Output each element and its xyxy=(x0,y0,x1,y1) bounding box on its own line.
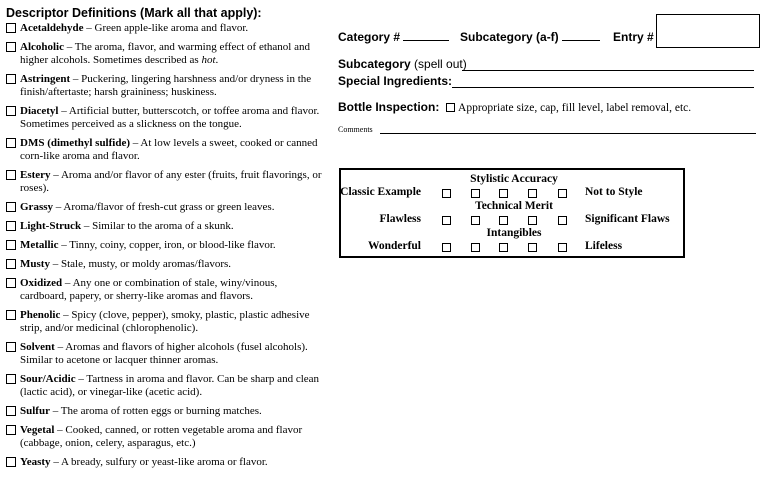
scoring-checkbox[interactable] xyxy=(442,189,451,198)
descriptor-item xyxy=(6,309,324,335)
descriptor-definition: – Aromas and flavors of higher alcohols (fusel alcohols). Similar to acetone or lacquer thinner aromas. xyxy=(20,341,308,366)
category-input[interactable] xyxy=(403,30,449,41)
comments-label: Comments xyxy=(338,125,373,134)
special-ingredients-input[interactable] xyxy=(452,87,754,88)
subcategory-spell-hint: (spell out) xyxy=(414,57,467,71)
descriptor-definition: – The aroma of rotten eggs or burning matches. xyxy=(49,405,262,417)
scoring-checkbox[interactable] xyxy=(528,243,537,252)
descriptor-definition: – Similar to the aroma of a skunk. xyxy=(81,220,234,232)
descriptor-definition: – Green apple-like aroma and flavor. xyxy=(83,22,249,34)
bottle-inspection-text: Appropriate size, cap, fill level, label removal, etc. xyxy=(458,102,692,114)
descriptor-text xyxy=(20,41,324,67)
entry-number-box[interactable] xyxy=(656,14,760,48)
descriptor-text xyxy=(20,220,234,233)
descriptor-text xyxy=(20,22,248,35)
scoring-checkbox[interactable] xyxy=(558,216,567,225)
bottle-inspection-label: Bottle Inspection: xyxy=(338,100,440,114)
descriptor-checkbox[interactable] xyxy=(6,74,16,84)
descriptor-term: Solvent xyxy=(20,341,55,353)
scoring-checkbox[interactable] xyxy=(558,189,567,198)
descriptor-text xyxy=(20,341,324,367)
descriptor-item xyxy=(6,73,324,99)
descriptor-checkbox[interactable] xyxy=(6,342,16,352)
descriptor-term: Alcoholic xyxy=(20,41,64,53)
descriptor-definition: – Artificial butter, butterscotch, or toffee aroma and flavor. Sometimes perceived as a slickness on the tongue. xyxy=(20,105,320,130)
descriptor-text xyxy=(20,277,324,303)
descriptor-text xyxy=(20,456,268,469)
descriptor-definition: – Puckering, lingering harshness and/or dryness in the finish/aftertaste; harsh graininess; huskiness. xyxy=(20,73,312,98)
descriptor-checkbox[interactable] xyxy=(6,425,16,435)
descriptor-text xyxy=(20,201,274,214)
scoring-checkbox[interactable] xyxy=(471,243,480,252)
descriptor-heading: Descriptor Definitions (Mark all that apply): xyxy=(6,6,262,20)
descriptor-checkbox[interactable] xyxy=(6,240,16,250)
descriptor-list xyxy=(6,22,324,469)
descriptor-definition: – Aroma and/or flavor of any ester (fruits, fruit flavorings, or roses). xyxy=(20,169,322,194)
scoring-right-label: Lifeless xyxy=(585,240,623,252)
descriptor-term: Astringent xyxy=(20,73,71,85)
descriptor-item xyxy=(6,220,324,233)
descriptor-text xyxy=(20,405,262,418)
scoring-checkbox[interactable] xyxy=(528,189,537,198)
descriptor-term: Oxidized xyxy=(20,277,63,289)
descriptor-item xyxy=(6,341,324,367)
descriptor-item xyxy=(6,373,324,399)
descriptor-item xyxy=(6,239,324,252)
descriptor-term: Phenolic xyxy=(20,309,61,321)
descriptor-definition: – At low levels a sweet, cooked or canned corn-like aroma and flavor. xyxy=(20,137,318,162)
scoring-checkbox[interactable] xyxy=(499,216,508,225)
descriptor-item xyxy=(6,405,324,418)
scoring-checkbox[interactable] xyxy=(442,243,451,252)
bottle-inspection xyxy=(338,100,691,114)
descriptor-term: Musty xyxy=(20,258,50,270)
subcategory-input[interactable] xyxy=(562,30,600,41)
descriptor-term: Diacetyl xyxy=(20,105,59,117)
descriptor-definition: – Tartness in aroma and flavor. Can be sharp and clean (lactic acid), or vinegar-like (acetic acid). xyxy=(20,373,320,398)
descriptor-checkbox[interactable] xyxy=(6,221,16,231)
descriptor-definition: – Spicy (clove, pepper), smoky, plastic, plastic adhesive strip, and/or medicinal (chlorophenolic). xyxy=(20,309,310,334)
scoring-checkbox[interactable] xyxy=(499,189,508,198)
descriptor-term: Sulfur xyxy=(20,405,50,417)
scoring-left-label: Classic Example xyxy=(340,186,421,198)
descriptor-text xyxy=(20,169,324,195)
scoring-checkbox[interactable] xyxy=(558,243,567,252)
descriptor-checkbox[interactable] xyxy=(6,457,16,467)
descriptor-item xyxy=(6,456,324,469)
descriptor-term: Grassy xyxy=(20,201,53,213)
category-label: Category # xyxy=(338,30,401,44)
descriptor-text xyxy=(20,137,324,163)
subcategory-label: Subcategory (a-f) xyxy=(460,30,559,44)
comments-input[interactable] xyxy=(380,133,756,134)
scoring-left-label: Wonderful xyxy=(367,240,421,252)
descriptor-item xyxy=(6,169,324,195)
descriptor-text xyxy=(20,258,231,271)
scoring-right-label: Significant Flaws xyxy=(585,213,670,225)
descriptor-term: Sour/Acidic xyxy=(20,373,76,385)
descriptor-definition: – A bready, sulfury or yeast-like aroma or flavor. xyxy=(50,456,268,468)
descriptor-checkbox[interactable] xyxy=(6,170,16,180)
subcategory-spell-input[interactable] xyxy=(462,70,754,71)
entry-label: Entry # xyxy=(613,30,654,44)
descriptor-checkbox[interactable] xyxy=(6,374,16,384)
scoring-checkbox[interactable] xyxy=(499,243,508,252)
descriptor-definition: – Tinny, coiny, copper, iron, or blood-like flavor. xyxy=(58,239,276,251)
descriptor-section xyxy=(6,6,324,475)
descriptor-item xyxy=(6,277,324,303)
scoring-header: Technical Merit xyxy=(475,200,553,212)
scoring-header: Stylistic Accuracy xyxy=(470,173,558,185)
descriptor-item xyxy=(6,22,324,35)
descriptor-definition: – Stale, musty, or moldy aromas/flavors. xyxy=(49,258,232,270)
descriptor-term: Light-Struck xyxy=(20,220,82,232)
descriptor-term: DMS (dimethyl sulfide) xyxy=(20,137,130,149)
descriptor-checkbox[interactable] xyxy=(6,202,16,212)
descriptor-checkbox[interactable] xyxy=(6,138,16,148)
scoring-header: Intangibles xyxy=(486,227,542,239)
scoring-checkbox[interactable] xyxy=(471,189,480,198)
descriptor-term: Metallic xyxy=(20,239,59,251)
descriptor-item xyxy=(6,105,324,131)
descriptor-emphasis: hot xyxy=(201,54,216,66)
subcategory-spell-label: Subcategory xyxy=(338,57,411,71)
scoring-box xyxy=(339,168,685,258)
descriptor-checkbox[interactable] xyxy=(6,259,16,269)
descriptor-item xyxy=(6,41,324,67)
descriptor-checkbox[interactable] xyxy=(6,106,16,116)
descriptor-item xyxy=(6,201,324,214)
scoring-left-label: Flawless xyxy=(379,213,421,225)
descriptor-term: Yeasty xyxy=(20,456,51,468)
descriptor-checkbox[interactable] xyxy=(6,278,16,288)
descriptor-definition: – Aroma/flavor of fresh-cut grass or green leaves. xyxy=(53,201,275,213)
bottle-inspection-checkbox[interactable] xyxy=(446,103,455,112)
descriptor-tail: . xyxy=(215,54,219,66)
descriptor-text xyxy=(20,424,324,450)
scoring-checkbox[interactable] xyxy=(442,216,451,225)
descriptor-definition: – The aroma, flavor, and warming effect of ethanol and higher alcohols. Sometimes described as xyxy=(20,41,310,66)
scoring-right-label: Not to Style xyxy=(585,186,643,198)
descriptor-definition: – Cooked, canned, or rotten vegetable aroma and flavor (cabbage, onion, celery, asparagus, etc.) xyxy=(20,424,303,449)
descriptor-checkbox[interactable] xyxy=(6,310,16,320)
descriptor-checkbox[interactable] xyxy=(6,23,16,33)
descriptor-text xyxy=(20,73,324,99)
descriptor-checkbox[interactable] xyxy=(6,406,16,416)
descriptor-text xyxy=(20,239,276,252)
descriptor-item xyxy=(6,137,324,163)
descriptor-text xyxy=(20,373,324,399)
scoring-checkbox[interactable] xyxy=(471,216,480,225)
descriptor-term: Vegetal xyxy=(20,424,55,436)
scoring-checkbox[interactable] xyxy=(528,216,537,225)
descriptor-definition: – Any one or combination of stale, winy/vinous, cardboard, papery, or sherry-like aromas and flavors. xyxy=(20,277,278,302)
descriptor-text xyxy=(20,309,324,335)
descriptor-item xyxy=(6,258,324,271)
special-ingredients-label: Special Ingredients: xyxy=(338,74,453,88)
descriptor-term: Estery xyxy=(20,169,51,181)
descriptor-item xyxy=(6,424,324,450)
category-field xyxy=(338,30,449,44)
subcategory-field xyxy=(460,30,600,44)
descriptor-text xyxy=(20,105,324,131)
subcategory-spell-field xyxy=(338,57,467,71)
descriptor-term: Acetaldehyde xyxy=(20,22,84,34)
descriptor-checkbox[interactable] xyxy=(6,42,16,52)
